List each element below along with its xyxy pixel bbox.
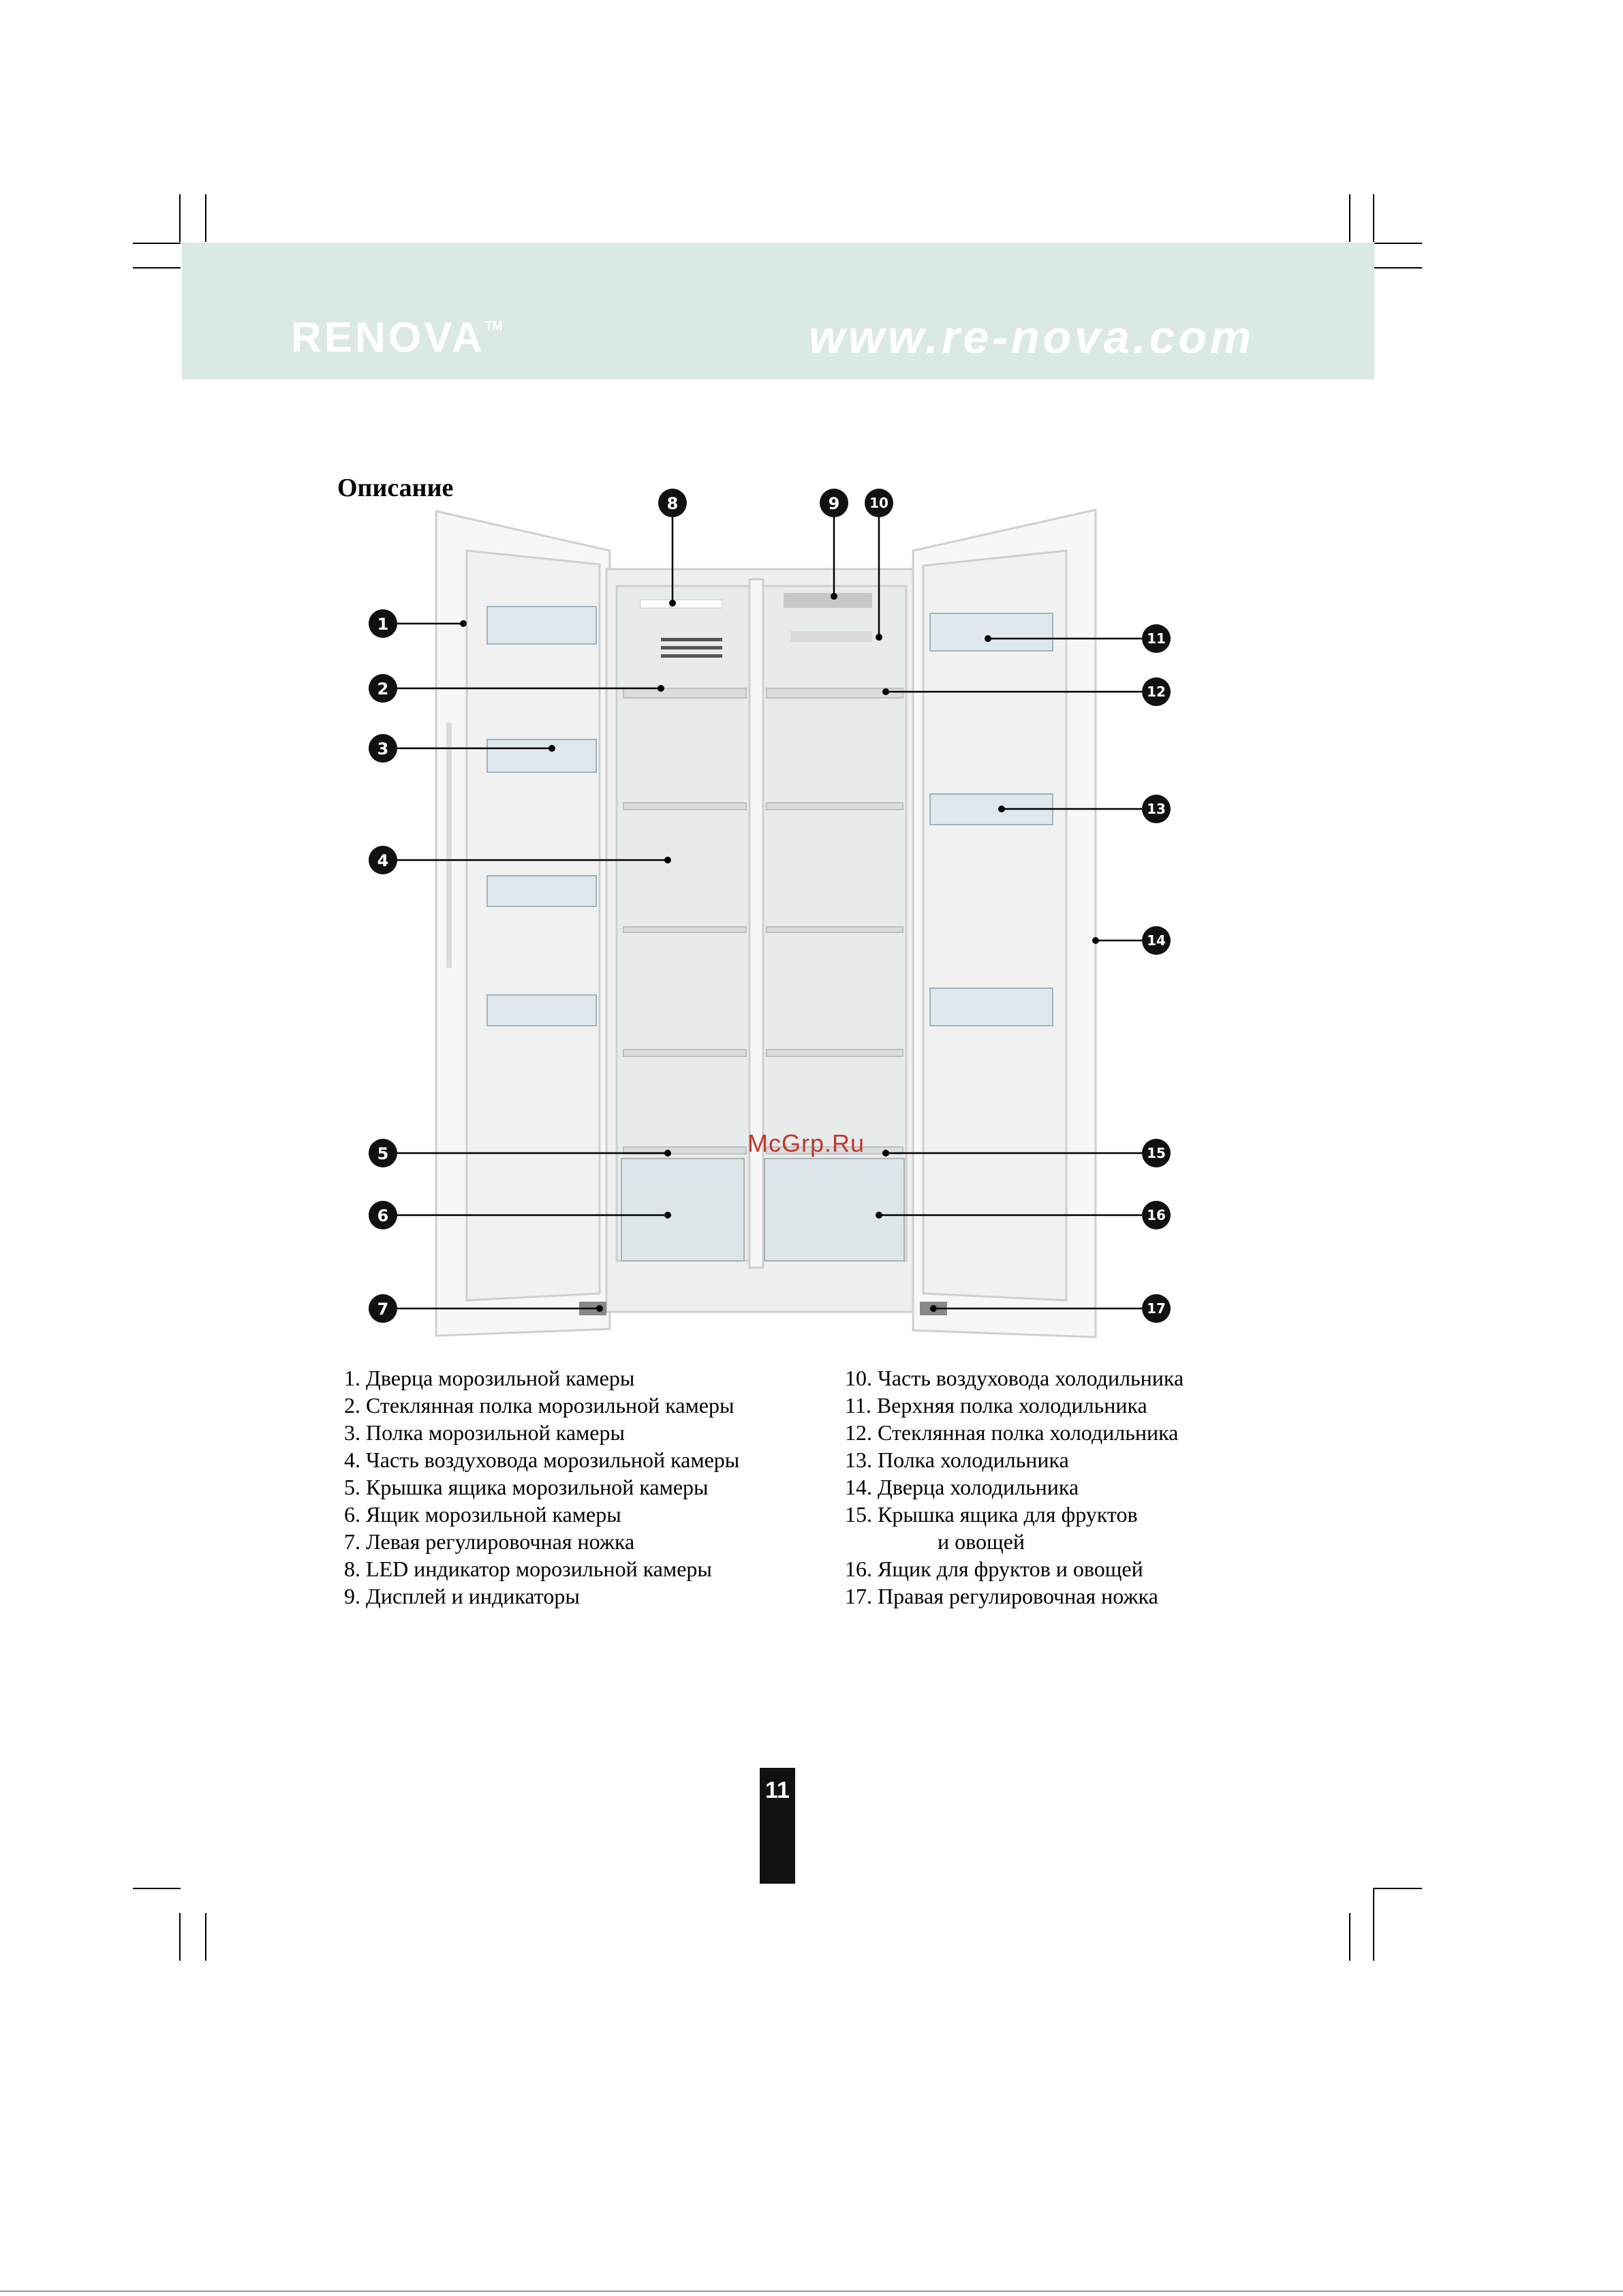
header-banner xyxy=(182,243,1374,380)
svg-text:17: 17 xyxy=(1147,1300,1166,1317)
legend-item: 9. Дисплей и индикаторы xyxy=(344,1584,580,1608)
legend-item: 13. Полка холодильника xyxy=(845,1448,1069,1472)
legend-item: 4. Часть воздуховода морозильной камеры xyxy=(344,1448,740,1472)
legend-item: 7. Левая регулировочная ножка xyxy=(344,1529,635,1554)
callout-6 xyxy=(369,1201,397,1229)
callout-4 xyxy=(369,846,397,874)
fridge-vent xyxy=(790,631,872,642)
crop-mark xyxy=(1373,194,1374,242)
callout-5 xyxy=(369,1139,397,1167)
callout-8 xyxy=(658,489,687,517)
callout-17 xyxy=(1142,1294,1171,1323)
legend-item: 8. LED индикатор морозильной камеры xyxy=(344,1557,712,1581)
crop-mark xyxy=(179,194,181,242)
crop-mark xyxy=(1374,243,1422,244)
freezer-door-handle xyxy=(446,722,452,968)
watermark: McGrp.Ru xyxy=(747,1129,865,1157)
crop-mark xyxy=(1349,194,1350,242)
callout-7 xyxy=(369,1294,397,1323)
legend-item: 2. Стеклянная полка морозильной камеры xyxy=(344,1393,735,1418)
callout-10 xyxy=(865,489,893,517)
svg-text:1: 1 xyxy=(377,615,389,634)
legend-item: 1. Дверца морозильной камеры xyxy=(344,1366,635,1390)
page-number: 11 xyxy=(760,1768,795,1884)
section-title: Описание xyxy=(337,474,454,502)
callout-11 xyxy=(1142,624,1171,653)
callout-2 xyxy=(369,674,397,703)
svg-text:4: 4 xyxy=(377,851,389,870)
legend-item: 10. Часть воздуховода холодильника xyxy=(845,1366,1184,1390)
bottom-rule xyxy=(0,2291,1623,2292)
crop-mark xyxy=(1374,1888,1422,1889)
fruit-vegetable-drawer xyxy=(764,1159,904,1261)
refrigerator-diagram xyxy=(341,477,1199,1356)
svg-text:8: 8 xyxy=(666,494,679,513)
svg-text:13: 13 xyxy=(1147,801,1166,817)
crop-mark xyxy=(205,1913,206,1961)
legend-item: 5. Крышка ящика морозильной камеры xyxy=(344,1475,709,1499)
legend-item: 17. Правая регулировочная ножка xyxy=(845,1584,1158,1608)
svg-text:3: 3 xyxy=(377,739,389,759)
crop-mark xyxy=(133,267,181,269)
svg-text:6: 6 xyxy=(377,1206,389,1225)
legend-item: 12. Стеклянная полка холодильника xyxy=(845,1420,1179,1445)
crop-mark xyxy=(1349,1913,1350,1961)
legend-left xyxy=(344,1364,739,1610)
legend-item: 6. Ящик морозильной камеры xyxy=(344,1502,621,1527)
svg-text:12: 12 xyxy=(1147,684,1166,700)
display-panel xyxy=(784,593,872,608)
svg-text:9: 9 xyxy=(828,494,840,513)
legend-item: 3. Полка морозильной камеры xyxy=(344,1420,625,1445)
legend-item: 14. Дверца холодильника xyxy=(845,1475,1079,1499)
callout-16 xyxy=(1142,1201,1171,1229)
freezer-drawer xyxy=(621,1159,744,1261)
svg-text:15: 15 xyxy=(1147,1145,1166,1161)
crop-mark xyxy=(179,1913,181,1961)
svg-text:10: 10 xyxy=(869,495,888,511)
callout-14 xyxy=(1142,926,1171,955)
brand-logo: RENOVA™ xyxy=(291,314,503,361)
callout-13 xyxy=(1142,795,1171,823)
svg-text:11: 11 xyxy=(1147,630,1166,647)
crop-mark xyxy=(133,1888,181,1889)
crop-mark xyxy=(133,243,181,244)
legend-item: 11. Верхняя полка холодильника xyxy=(845,1393,1147,1418)
svg-text:2: 2 xyxy=(377,679,389,699)
freezer-led-indicator xyxy=(640,600,722,608)
callout-3 xyxy=(369,734,397,763)
callout-12 xyxy=(1142,677,1171,706)
svg-text:14: 14 xyxy=(1147,932,1166,949)
crop-mark xyxy=(1373,1888,1374,1961)
callout-9 xyxy=(820,489,848,517)
callout-1 xyxy=(369,609,397,638)
legend-right xyxy=(845,1364,1184,1610)
website-url: www.re-nova.com xyxy=(809,311,1255,363)
svg-text:7: 7 xyxy=(377,1300,389,1319)
legend-item: 15. Крышка ящика для фруктов xyxy=(845,1502,1138,1527)
crop-mark xyxy=(205,194,206,242)
freezer-vent xyxy=(661,638,722,658)
legend-item: 16. Ящик для фруктов и овощей xyxy=(845,1557,1143,1581)
legend-item-continuation: и овощей xyxy=(938,1529,1025,1554)
svg-text:16: 16 xyxy=(1147,1207,1166,1223)
callout-15 xyxy=(1142,1139,1171,1167)
svg-text:5: 5 xyxy=(377,1144,389,1163)
crop-mark xyxy=(1374,267,1422,269)
